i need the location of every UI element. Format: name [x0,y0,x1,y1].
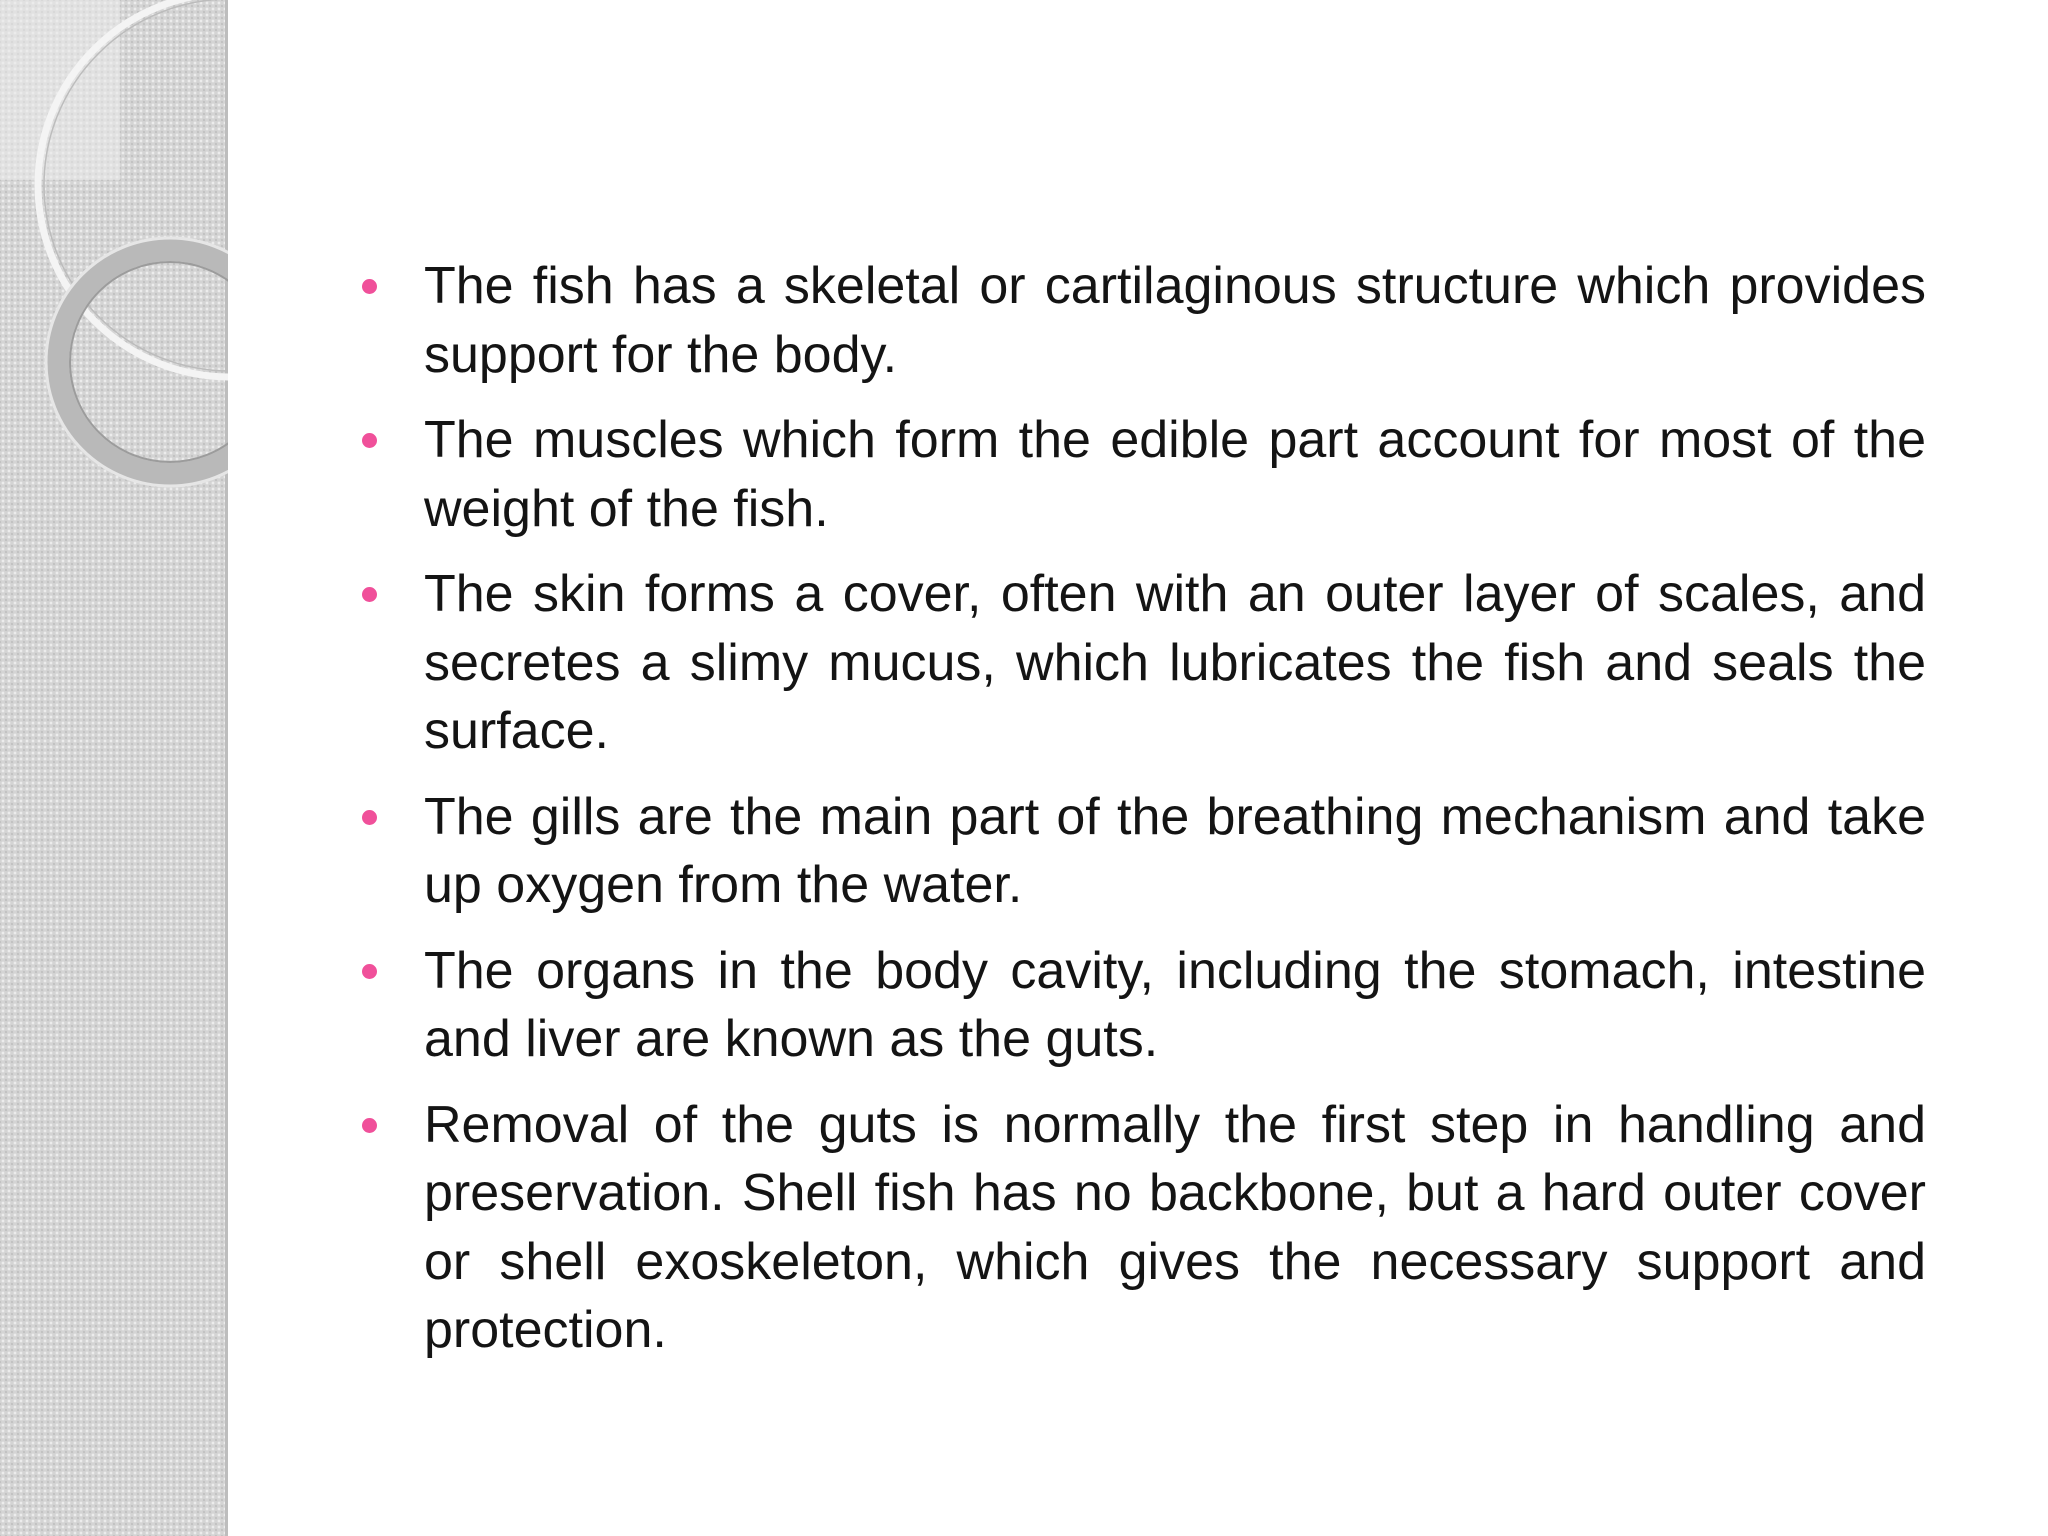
bullet-item-organs [356,937,1926,1074]
bullet-list [356,252,1926,1365]
bullet-dot-icon [362,433,377,448]
bullet-item-gills [356,783,1926,920]
bullet-text: The organs in the body cavity, including the stomach, intestine and liver are known as the guts. [424,941,1926,1068]
bullet-item-skeleton [356,252,1926,389]
bullet-text: The gills are the main part of the breathing mechanism and take up oxygen from the water. [424,787,1926,914]
bullet-item-skin [356,560,1926,766]
bullet-dot-icon [362,587,377,602]
bullet-text: The muscles which form the edible part account for most of the weight of the fish. [424,411,1926,538]
bullet-text: The skin forms a cover, often with an outer layer of scales, and secretes a slimy mucus, which lubricates the fish and seals the surface. [424,565,1926,760]
bullet-item-guts-removal [356,1091,1926,1365]
bullet-text: Removal of the guts is normally the first step in handling and preservation. Shell fish has no backbone, but a hard outer cover or shell exoskeleton, which gives the necessary support and protection. [424,1095,1926,1359]
bullet-dot-icon [362,1118,377,1133]
bullet-dot-icon [362,810,377,825]
decorative-side-panel [0,0,228,1536]
decorative-rings-icon [0,0,228,520]
slide-content [356,252,1926,1382]
bullet-dot-icon [362,279,377,294]
bullet-text: The fish has a skeletal or cartilaginous structure which provides support for the body. [424,257,1926,384]
bullet-dot-icon [362,964,377,979]
bullet-item-muscles [356,406,1926,543]
